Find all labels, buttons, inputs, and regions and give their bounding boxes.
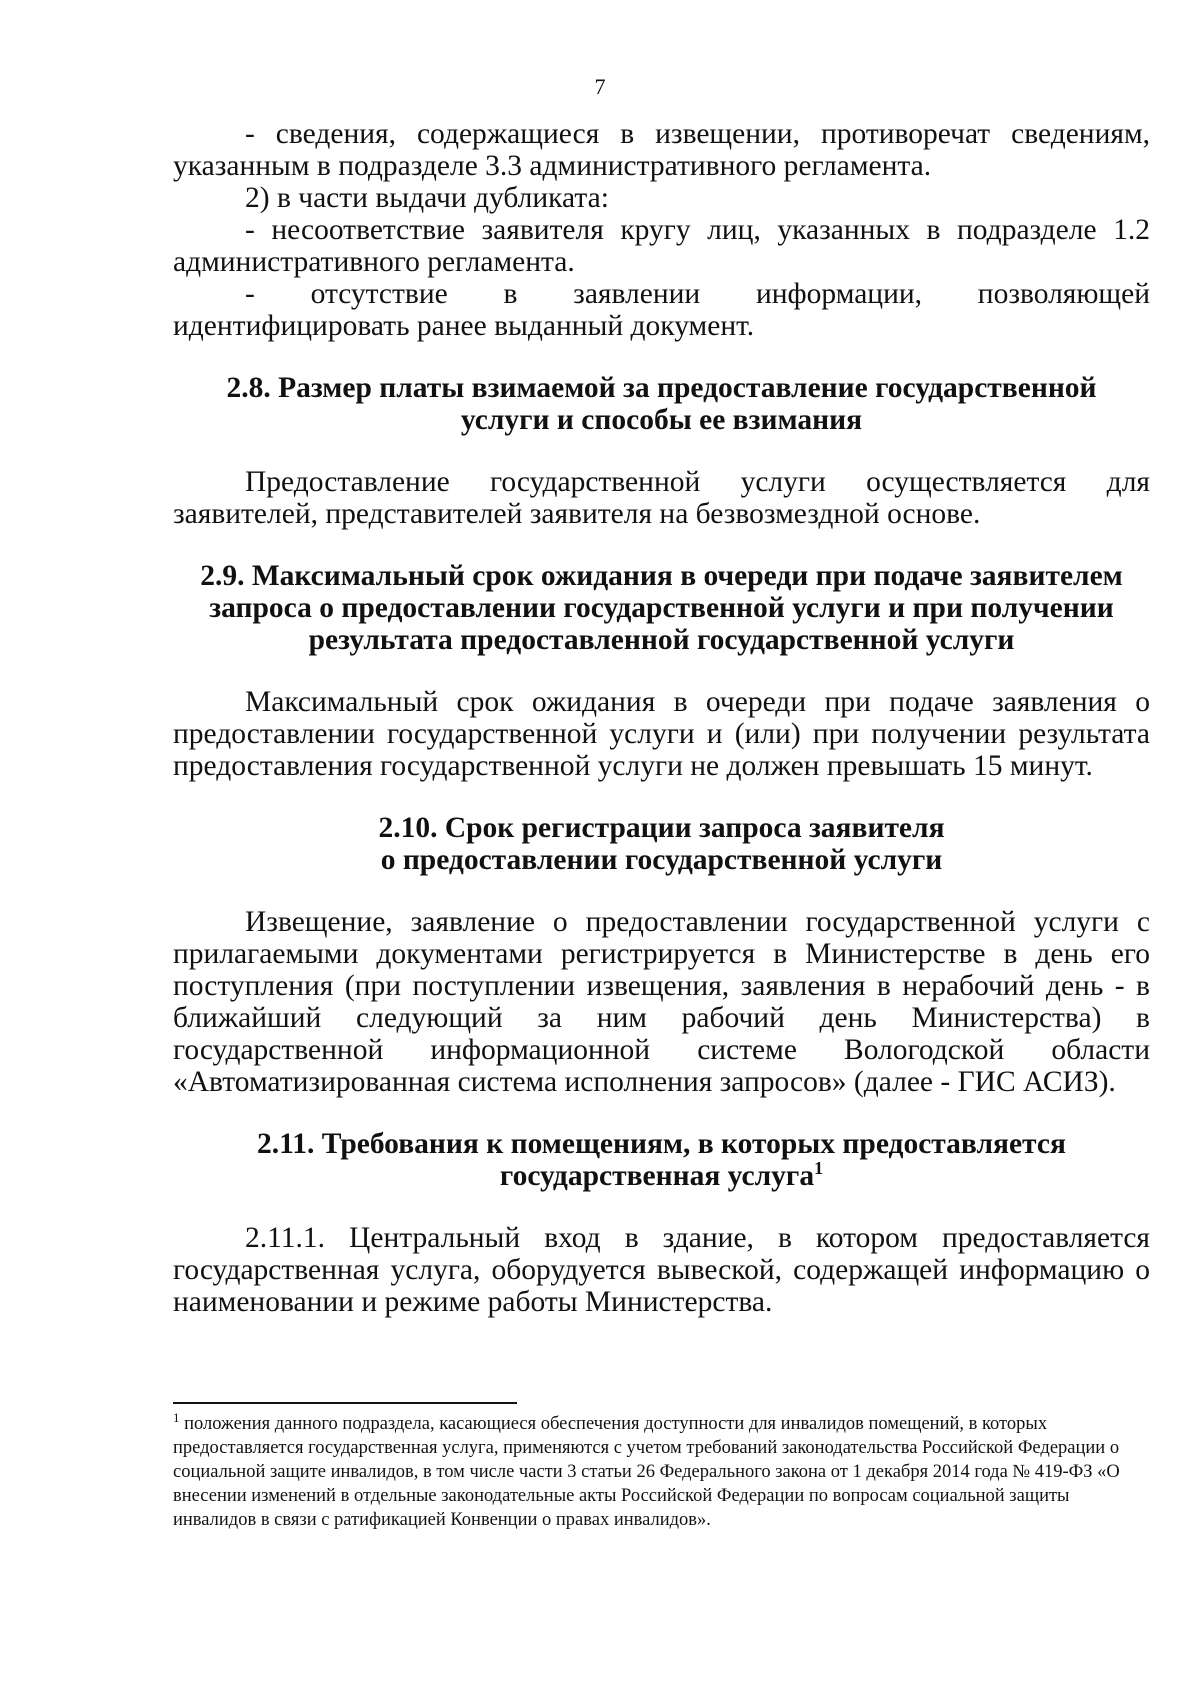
- page-number: 7: [594, 74, 606, 99]
- section-heading-2-9: [173, 560, 1150, 656]
- section-heading-2-10: [173, 812, 1150, 876]
- heading-line: 2.8. Размер платы взимаемой за предоставление государственной: [226, 372, 1097, 404]
- paragraph-duplicate-heading: 2) в части выдачи дубликата:: [245, 182, 609, 214]
- footnote-ref: 1: [814, 1158, 824, 1179]
- heading-line: 2.9. Максимальный срок ожидания в очереди при подаче заявителем: [200, 560, 1123, 592]
- section-heading-2-8: [173, 372, 1150, 436]
- section-body-2-11-1: 2.11.1. Центральный вход в здание, в котором предоставляется государственная услуга, оборудуется вывеской, содержащей информацию о наименовании и режиме работы Министерства.: [173, 1222, 1150, 1318]
- heading-line: 2.10. Срок регистрации запроса заявителя: [378, 812, 945, 844]
- footnote-text: положения данного подраздела, касающиеся обеспечения доступности для инвалидов помещений, в которых предоставляется государственная услуга, применяются с учетом требований законодательства Российской Федерации о социальной защите инвалидов, в том числе части 3 статьи 26 Федерального закона от 1 декабря 2014 года № 419-ФЗ «О внесении изменений в отдельные законодательные акты Российской Федерации по вопросам социальной защиты инвалидов в связи с ратификацией Конвенции о правах инвалидов».: [173, 1414, 1120, 1530]
- document-body: [173, 118, 1150, 1318]
- footnote-marker: 1: [173, 1409, 180, 1425]
- footnote-divider: [173, 1402, 517, 1404]
- footnote: [173, 1409, 1153, 1532]
- heading-line: государственная услуга: [499, 1160, 815, 1192]
- section-body-2-8: Предоставление государственной услуги осуществляется для заявителей, представителей заявителя на безвозмездной основе.: [173, 466, 1150, 530]
- paragraph-contradiction: - сведения, содержащиеся в извещении, противоречат сведениям, указанным в подразделе 3.3 административного регламента.: [173, 118, 1150, 182]
- section-heading-2-11: [173, 1128, 1150, 1192]
- section-body-2-9: Максимальный срок ожидания в очереди при подаче заявления о предоставлении государственной услуги и (или) при получении результата предоставления государственной услуги не должен превышать 15 минут.: [173, 686, 1150, 782]
- heading-line: 2.11. Требования к помещениям, в которых предоставляется: [257, 1128, 1066, 1160]
- heading-line: результата предоставленной государственной услуги: [308, 624, 1015, 656]
- section-body-2-10: Извещение, заявление о предоставлении государственной услуги с прилагаемыми документами регистрируется в Министерстве в день его поступления (при поступлении извещения, заявления в нерабочий день - в ближайший следующий за ним рабочий день Министерства) в государственной информационной системе Вологодской области «Автоматизированная система исполнения запросов» (далее - ГИС АСИЗ).: [173, 906, 1150, 1098]
- paragraph-missing-info: - отсутствие в заявлении информации, позволяющей идентифицировать ранее выданный документ.: [173, 278, 1150, 342]
- paragraph-applicant-mismatch: - несоответствие заявителя кругу лиц, указанных в подразделе 1.2 административного регламента.: [173, 214, 1150, 278]
- heading-line: о предоставлении государственной услуги: [380, 844, 943, 876]
- heading-line: услуги и способы ее взимания: [460, 404, 863, 436]
- heading-line: запроса о предоставлении государственной услуги и при получении: [209, 592, 1114, 624]
